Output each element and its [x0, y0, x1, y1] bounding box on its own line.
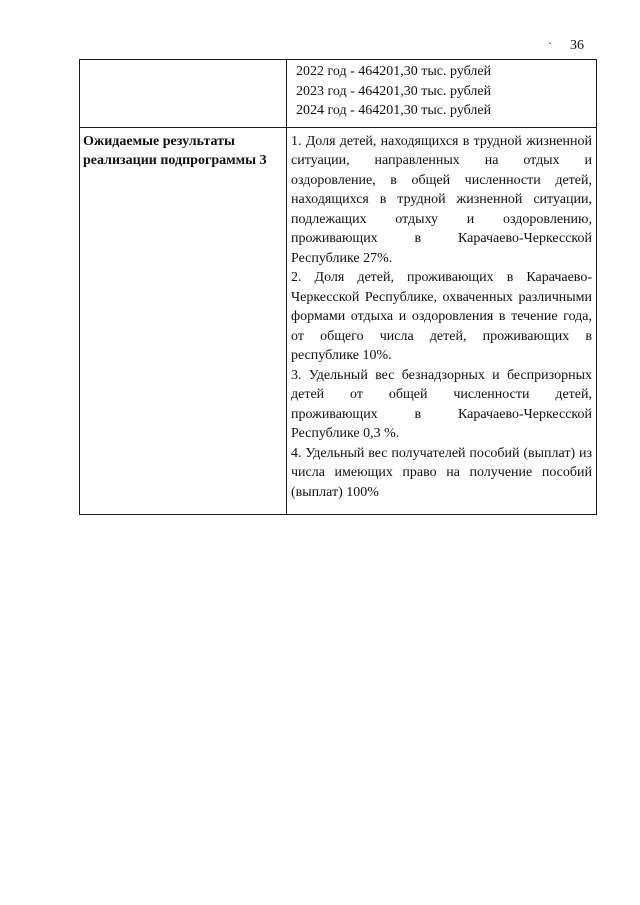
- funding-year-line: 2024 год - 464201,30 тыс. рублей: [296, 103, 492, 118]
- results-label: Ожидаемые результаты реализации подпрограммы 3: [83, 133, 267, 168]
- results-values-cell: [287, 127, 597, 515]
- funding-label-cell: [80, 60, 287, 128]
- result-item: 4. Удельный вес получателей пособий (выплат) из числа имеющих право на получение пособий (выплат) 100%: [291, 445, 592, 500]
- results-row: [80, 127, 597, 515]
- result-item: 2. Доля детей, проживающих в Карачаево-Черкесской Республике, охваченных различными формами отдыха и оздоровления в течение года, от общего числа детей, проживающих в республике 10%.: [291, 270, 592, 363]
- page-mark: ·: [548, 36, 552, 50]
- funding-year-line: 2022 год - 464201,30 тыс. рублей: [296, 64, 492, 79]
- program-table: [79, 59, 597, 515]
- funding-row: [80, 60, 597, 128]
- page-number: 36: [570, 38, 584, 53]
- funding-values-cell: [287, 60, 597, 128]
- funding-year-line: 2023 год - 464201,30 тыс. рублей: [296, 83, 492, 99]
- results-label-cell: [80, 127, 287, 515]
- result-item: 3. Удельный вес безнадзорных и беспризорных детей от общей численности детей, проживающих в Карачаево-Черкесской Республике 0,3 %.: [291, 367, 592, 441]
- result-item: 1. Доля детей, находящихся в трудной жизненной ситуации, направленных на отдых и оздоровление, в общей численности детей, находящихся в трудной жизненной ситуации, подлежащих отдыху и оздоровлению, проживающих в Карачаево-Черкесской Республике 27%.: [291, 133, 592, 266]
